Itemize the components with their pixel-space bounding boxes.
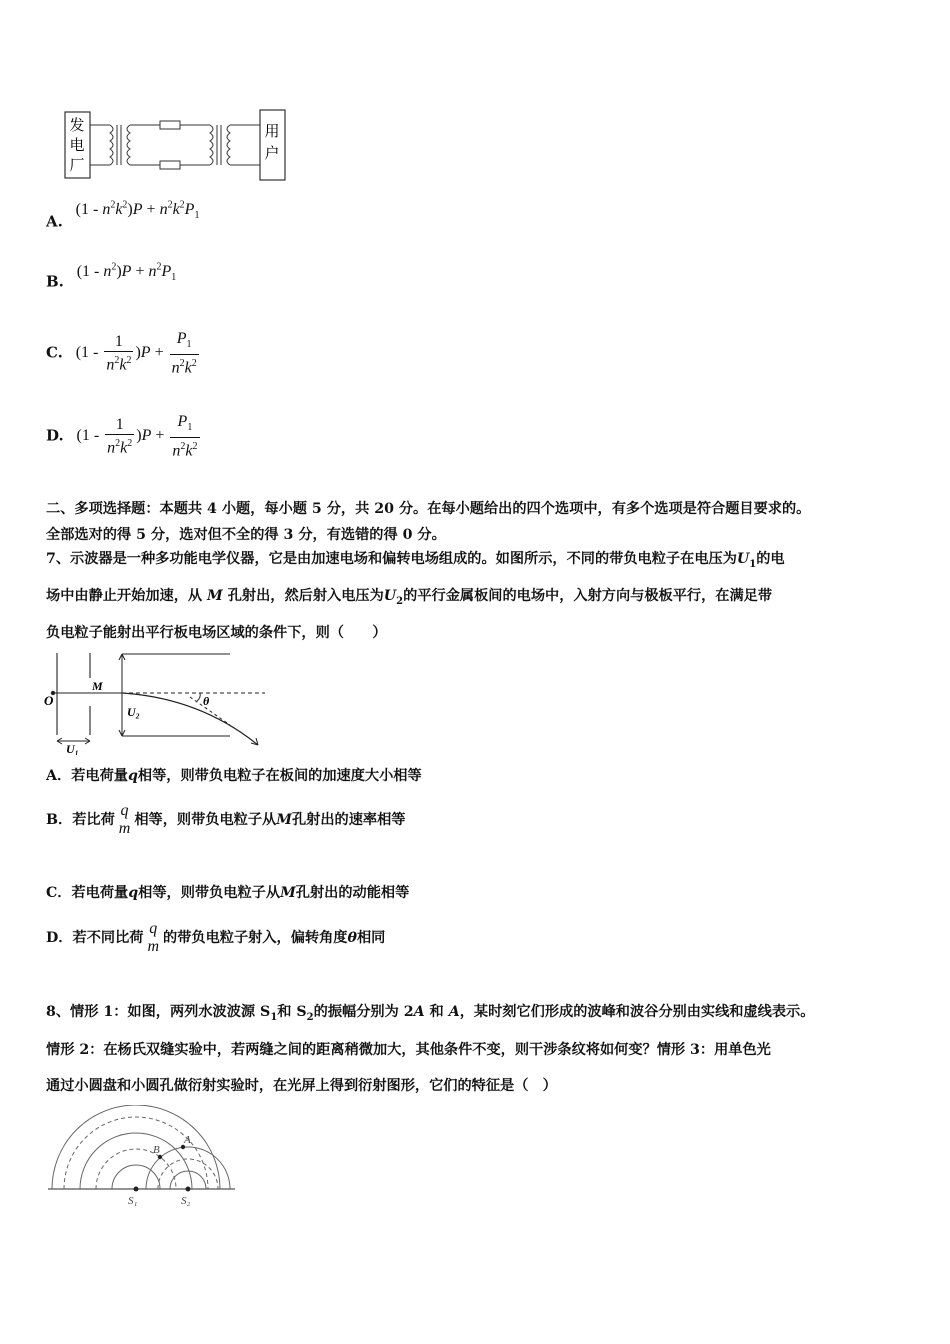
q7-line1-tail: 的电: [756, 551, 785, 567]
q8-line1-a: 8、情形 1：如图，两列水波波源 S: [46, 1004, 271, 1020]
q6-option-b[interactable]: [46, 262, 177, 294]
option-var: q: [128, 885, 139, 901]
option-mid: 相等，则带负电粒子从: [138, 885, 281, 901]
frac-num: q: [120, 802, 129, 819]
label-M: M: [92, 679, 103, 693]
q6-option-d[interactable]: [46, 413, 202, 461]
q8-line2: 情形 2：在杨氏双缝实验中，若两缝之间的距离稍微加大，其他条件不变，则干涉条纹将如何变？情形 3：用单色光: [46, 1042, 771, 1058]
label-A: A: [184, 1134, 191, 1146]
option-pre: 若电荷量: [71, 885, 129, 901]
label-B: B: [153, 1144, 160, 1156]
frac-den: m: [118, 820, 131, 837]
q8-line1: [46, 1001, 814, 1023]
q7-u1-sub: 1: [749, 558, 757, 570]
option-label: C．: [46, 885, 72, 901]
q8-line1-d: 和: [429, 1004, 444, 1020]
option-expression: (1 - $\frac{1}{n^2k^2}$ )P + $\frac{P_1}{n^2k^2}$: [76, 413, 198, 460]
option-label: D.: [46, 426, 64, 445]
box-right-char1: 用: [264, 124, 280, 140]
option-expression: $(1 - n^2)P + n^2P_1$: [76, 262, 177, 284]
q7-u2-sub: 2: [396, 595, 404, 607]
option-post1: 相等，则带负电粒子从: [134, 812, 277, 828]
option-label: B．: [46, 812, 73, 828]
option-post2: 孔射出的速率相等: [291, 812, 406, 828]
option-fraction: [117, 802, 133, 838]
q7-line2: [46, 585, 772, 607]
section2-line1: 二、多项选择题：本题共 4 小题，每小题 5 分，共 20 分。在每小题给出的四个选项中，有多个选项是符合题目要求的。: [46, 501, 811, 517]
q6-option-c[interactable]: [46, 330, 201, 378]
q7-line2-a: 场中由静止开始加速，从: [46, 588, 203, 604]
q7-line2-c: 的平行金属板间的电场中，入射方向与极板平行，在满足带: [403, 588, 773, 604]
label-U1: U₁: [66, 742, 79, 755]
q8-s2-sub: 2: [306, 1011, 314, 1023]
transmission-diagram: [55, 100, 300, 190]
wave-interference-diagram: [40, 1105, 245, 1210]
q8-s1-sub: 1: [270, 1011, 278, 1023]
option-pre: 若电荷量: [71, 768, 128, 784]
section2-line2: 全部选对的得 5 分，选对但不全的得 3 分，有选错的得 0 分。: [46, 527, 446, 543]
q7-option-a[interactable]: [46, 765, 422, 785]
option-pre: 若不同比荷: [72, 930, 144, 946]
box-left-char1: 发: [69, 118, 85, 134]
q7-line2-b: 孔射出，然后射入电压为: [227, 588, 384, 604]
box-right-char2: 户: [264, 146, 280, 162]
option-label: A．: [46, 768, 72, 784]
option-label: C.: [46, 343, 63, 362]
option-var: M: [276, 812, 292, 828]
option-post: 相同: [356, 930, 386, 946]
option-fraction: [145, 920, 161, 956]
option-label: D．: [46, 930, 73, 946]
q7-line1-text: 7、示波器是一种多功能电学仪器，它是由加速电场和偏转电场组成的。如图所示，不同的带负电粒子在电压为: [46, 551, 737, 567]
q8-line1-e: ，某时刻它们形成的波峰和波谷分别由实线和虚线表示。: [459, 1004, 815, 1020]
frac-den: m: [147, 938, 160, 955]
label-S2: S₂: [181, 1195, 191, 1207]
q7-u1: U: [736, 551, 750, 567]
option-post: 相等，则带负电粒子在板间的加速度大小相等: [137, 768, 422, 784]
label-U2: U₂: [127, 705, 140, 719]
q7-m: M: [207, 588, 223, 604]
option-mid: 的带负电粒子射入，偏转角度: [163, 930, 348, 946]
option-expression: (1 - $\frac{1}{n^2k^2}$ )P + $\frac{P_1}{n^2k^2}$: [75, 330, 197, 377]
option-label: A.: [46, 212, 63, 231]
q7-line3: 负电粒子能射出平行板电场区域的条件下，则（ ）: [46, 625, 387, 641]
oscilloscope-diagram: [40, 650, 270, 755]
label-O: O: [44, 693, 54, 708]
q7-option-d[interactable]: [46, 920, 385, 956]
q8-line3: 通过小圆盘和小圆孔做衍射实验时，在光屏上得到衍射图形，它们的特征是（ ）: [46, 1078, 557, 1094]
option-expression: $(1 - n^2k^2)P + n^2k^2P_1$: [75, 200, 200, 222]
q7-option-c[interactable]: [46, 882, 409, 902]
box-left-char2: 电: [69, 138, 85, 154]
q7-line1: [46, 548, 785, 570]
label-S1: S₁: [128, 1195, 138, 1207]
q8-line1-c: 的振幅分别为 2: [313, 1004, 414, 1020]
option-label: B.: [46, 272, 64, 291]
q8-a1: A: [413, 1004, 425, 1020]
label-theta: θ: [203, 694, 210, 708]
option-var: θ: [347, 930, 357, 946]
q7-option-b[interactable]: [46, 802, 405, 838]
frac-num: q: [149, 920, 158, 937]
q8-a2: A: [448, 1004, 460, 1020]
option-var2: M: [280, 885, 296, 901]
q7-u2: U: [383, 588, 397, 604]
option-var: q: [127, 768, 138, 784]
option-pre: 若比荷: [72, 812, 115, 828]
q6-option-a[interactable]: [46, 200, 200, 234]
q8-line1-b: 和 S: [277, 1004, 307, 1020]
box-left-char3: 厂: [69, 158, 85, 174]
option-post: 孔射出的动能相等: [295, 885, 410, 901]
